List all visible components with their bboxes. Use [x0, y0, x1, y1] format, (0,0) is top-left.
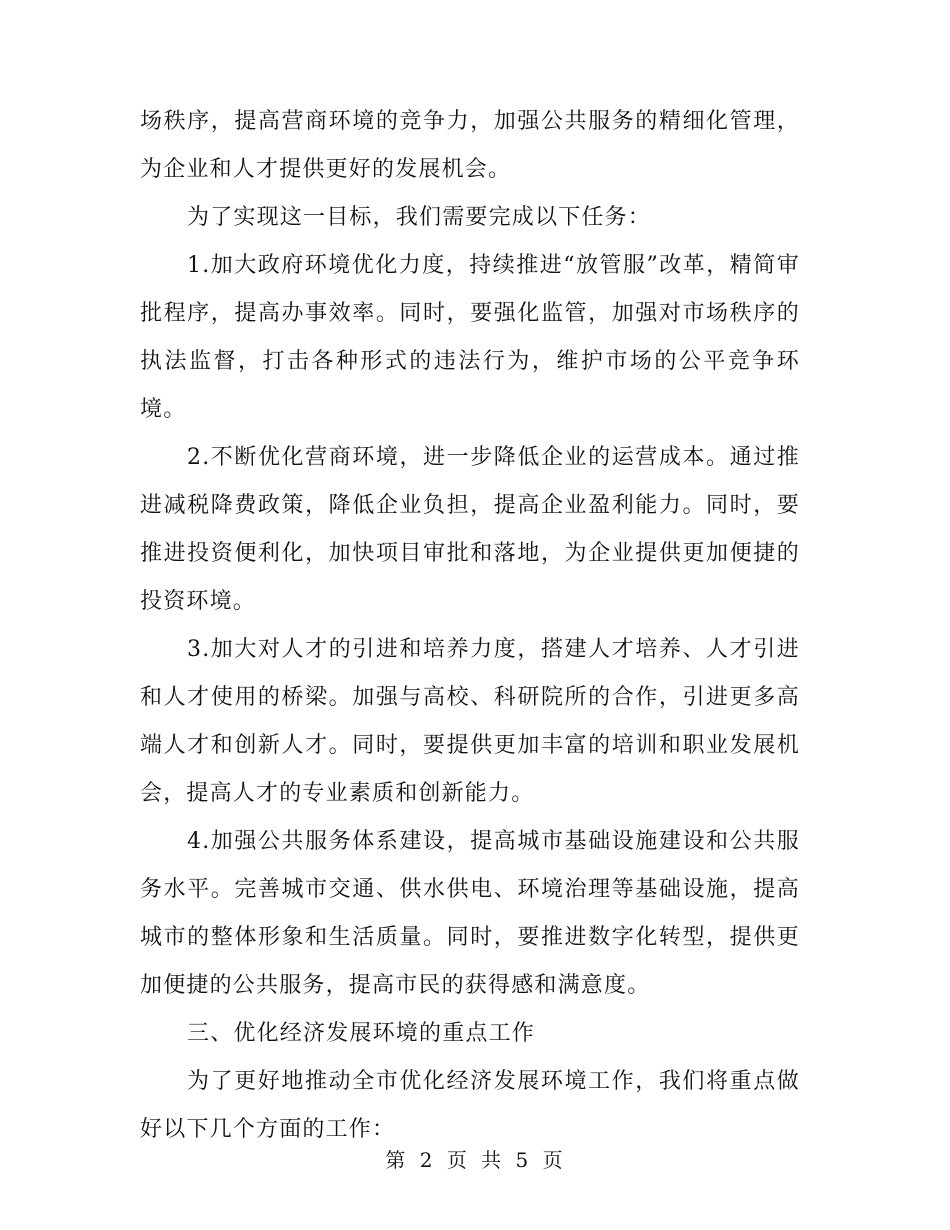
- paragraph-task-3: 3.加大对人才的引进和培养力度，搭建人才培养、人才引进和人才使用的桥梁。加强与高校、科研院所的合作，引进更多高端人才和创新人才。同时，要提供更加丰富的培训和职业发展机会，提高人才的专业素质和创新能力。: [140, 637, 800, 806]
- paragraph-section-intro: 为了更好地推动全市优化经济发展环境工作，我们将重点做好以下几个方面的工作：: [140, 1069, 800, 1142]
- paragraph-task-4: 4.加强公共服务体系建设，提高城市基础设施建设和公共服务水平。完善城市交通、供水供电、环境治理等基础设施，提高城市的整体形象和生活质量。同时，要推进数字化转型，提供更加便捷的公共服务，提高市民的获得感和满意度。: [140, 829, 800, 998]
- paragraph-goal-intro: 为了实现这一目标，我们需要完成以下任务：: [187, 205, 652, 230]
- paragraph-task-2: 2.不断优化营商环境，进一步降低企业的运营成本。通过推进减税降费政策，降低企业负担，提高企业盈利能力。同时，要推进投资便利化，加快项目审批和落地，为企业提供更加便捷的投资环境。: [140, 445, 800, 614]
- page-number-footer: 第 2 页 共 5 页: [385, 1148, 565, 1172]
- paragraph-continuation: 场秩序，提高营商环境的竞争力，加强公共服务的精细化管理，为企业和人才提供更好的发展机会。: [140, 109, 800, 182]
- document-body: [140, 98, 800, 1154]
- paragraph-task-1: 1.加大政府环境优化力度，持续推进“放管服”改革，精简审批程序，提高办事效率。同时，要强化监管，加强对市场秩序的执法监督，打击各种形式的违法行为，维护市场的公平竞争环境。: [140, 253, 800, 422]
- section-heading-3: 三、优化经济发展环境的重点工作: [187, 1021, 536, 1046]
